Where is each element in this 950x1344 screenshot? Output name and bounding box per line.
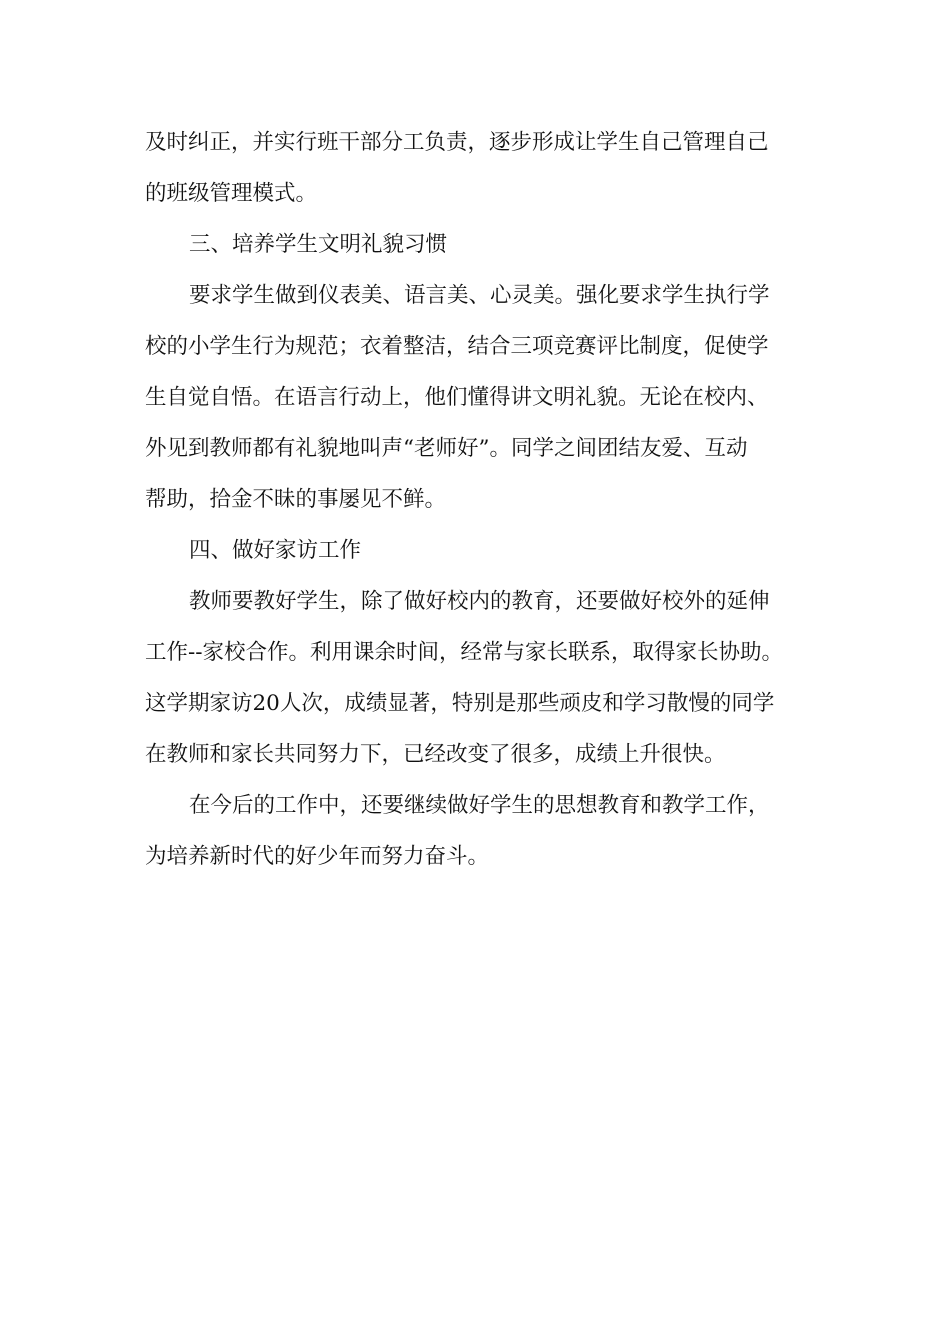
text-line: 在教师和家长共同努力下，已经改变了很多，成绩上升很快。 xyxy=(145,742,726,767)
text-line: 校的小学生行为规范；衣着整洁，结合三项竞赛评比制度，促使学 xyxy=(145,334,769,359)
text-line: 外见到教师都有礼貌地叫声“老师好”。同学之间团结友爱、互动 xyxy=(145,436,748,461)
text-line: 要求学生做到仪表美、语言美、心灵美。强化要求学生执行学 xyxy=(189,283,770,308)
text-line: 帮助，拾金不昧的事屡见不鲜。 xyxy=(145,487,447,512)
document-body xyxy=(145,117,825,882)
text-line: 在今后的工作中，还要继续做好学生的思想教育和教学工作， xyxy=(189,793,770,818)
text-line: 的班级管理模式。 xyxy=(145,181,318,206)
text-line: 教师要教好学生，除了做好校内的教育，还要做好校外的延伸 xyxy=(189,589,770,614)
text-line: 工作--家校合作。利用课余时间，经常与家长联系，取得家长协助。 xyxy=(145,640,784,665)
text-line: 这学期家访20人次，成绩显著，特别是那些顽皮和学习散慢的同学 xyxy=(145,691,775,716)
section-heading: 三、培养学生文明礼貌习惯 xyxy=(189,232,448,257)
text-line: 及时纠正，并实行班干部分工负责，逐步形成让学生自己管理自己 xyxy=(145,130,769,155)
text-line: 生自觉自悟。在语言行动上，他们懂得讲文明礼貌。无论在校内、 xyxy=(145,385,769,410)
section-heading: 四、做好家访工作 xyxy=(189,538,362,563)
text-line: 为培养新时代的好少年而努力奋斗。 xyxy=(145,844,490,869)
